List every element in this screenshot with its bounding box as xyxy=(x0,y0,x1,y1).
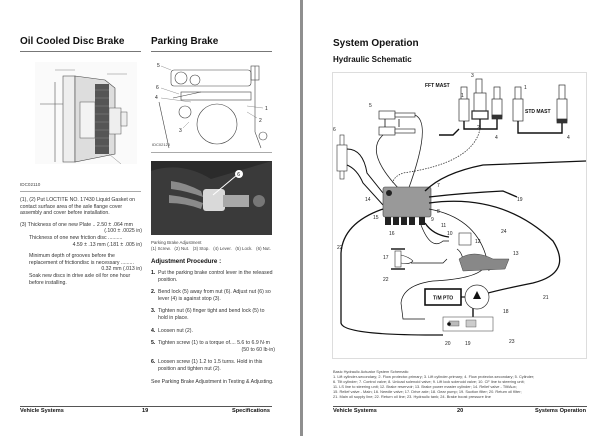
note-1: (1), (2) Put LOCTITE NO. 17430 Liquid Gasket on contact surface area of the axle flange cover assembly and cover before installation. xyxy=(20,197,136,217)
note-2-sub: (.100 ± .0025 in) xyxy=(104,228,142,235)
svg-text:24: 24 xyxy=(501,229,507,235)
callout-5: 5 xyxy=(157,63,160,69)
note-5: Soak new discs in drive axle oil for one hour before installing. xyxy=(29,272,131,286)
svg-text:11: 11 xyxy=(441,223,447,229)
caption-items: (1) Screw. (2) Nut. (3) Stop. (4) Lever. (5) Lock. (6) Nut. xyxy=(151,245,271,251)
caption-title: Parking Brake Adjustment xyxy=(151,240,202,245)
hydraulic-schematic xyxy=(332,72,587,359)
svg-text:3: 3 xyxy=(471,73,474,79)
svg-text:6: 6 xyxy=(333,127,336,133)
callout-6: 6 xyxy=(156,85,159,91)
procedure-title: Adjustment Procedure : xyxy=(151,258,222,265)
section-title-oil-cooled-disc-brake: Oil Cooled Disc Brake xyxy=(20,36,125,47)
svg-text:7: 7 xyxy=(437,183,440,189)
caption-line-2: 6. Tilt cylinder; 7. Control valve; 8. Unload solenoid valve; 9. Lift lock solenoid valve; 10. CF line to steering unit; xyxy=(333,378,525,384)
footer-rule xyxy=(20,406,272,407)
svg-text:12: 12 xyxy=(475,239,481,245)
note-3-sub: 4.59 ± .13 mm (.181 ± .005 in) xyxy=(72,241,142,248)
footer-left: Vehicle Systems xyxy=(333,408,377,414)
see-also-text: See Parking Brake Adjustment in Testing & Adjusting. xyxy=(151,378,274,385)
section-rule xyxy=(20,51,141,52)
step-1: 1. Put the parking brake control lever in the released position. xyxy=(151,270,273,283)
step-4: 4. Loosen nut (2). xyxy=(151,327,193,334)
schematic-caption xyxy=(333,370,593,399)
section-title-parking-brake: Parking Brake xyxy=(151,36,219,47)
note-4: Minimum depth of grooves before the replacement of frictiondisc is necessary ......... xyxy=(29,253,134,266)
fft-mast-label: FFT MAST xyxy=(425,83,450,89)
note-4-sub: 0.32 mm (.013 in) xyxy=(101,266,142,273)
svg-text:23: 23 xyxy=(509,339,515,345)
svg-text:4: 4 xyxy=(495,135,498,141)
svg-text:1: 1 xyxy=(461,93,464,99)
caption-line-1: 1. Lift cylinder-secondary; 2. Flow protector-primary; 3. Lift cylinder-primary; 4. Flow protector-secondary; 5. Cylinder; xyxy=(333,373,535,379)
figure-id-parking-brake: IDC02120 xyxy=(152,142,171,147)
svg-text:5: 5 xyxy=(369,103,372,109)
step-6: 6. Loosen screw (1) 1.2 to 1.5 turns. Hold in this position and tighten nut (2). xyxy=(151,359,263,372)
footer-rule xyxy=(333,406,587,407)
svg-text:1: 1 xyxy=(524,85,527,91)
svg-text:19: 19 xyxy=(465,341,471,347)
procedure-steps xyxy=(151,270,275,391)
footer-right: Specifications xyxy=(232,408,270,414)
figure-rule xyxy=(20,191,141,192)
parking-brake-caption xyxy=(151,240,276,251)
callout-1: 1 xyxy=(265,106,268,112)
svg-text:21: 21 xyxy=(543,295,549,301)
disc-brake-drawing xyxy=(35,62,137,164)
figure-id-disc-brake: IDC02110 xyxy=(20,182,41,187)
svg-text:17: 17 xyxy=(383,255,389,261)
pto-label: T/M PTO xyxy=(433,295,454,302)
svg-text:4: 4 xyxy=(567,135,570,141)
svg-text:8: 8 xyxy=(437,209,440,215)
parking-brake-photo xyxy=(151,161,272,235)
section-rule xyxy=(151,51,272,52)
std-mast-label: STD MAST xyxy=(525,109,551,115)
svg-text:22: 22 xyxy=(337,245,343,251)
svg-text:9: 9 xyxy=(431,217,434,223)
footer-page-number: 20 xyxy=(457,408,464,414)
page-title: System Operation xyxy=(333,38,419,49)
svg-text:15: 15 xyxy=(373,215,379,221)
svg-text:10: 10 xyxy=(447,231,453,237)
right-page xyxy=(303,0,600,436)
svg-text:2: 2 xyxy=(477,125,480,131)
callout-4: 4 xyxy=(155,95,158,101)
svg-text:19: 19 xyxy=(517,197,523,203)
caption-line-5: 21. Main oil supply line; 22. Return oil line; 23. Hydraulic tank; 24. Brake boost pressure line xyxy=(333,393,491,399)
note-2: (3) Thickness of one new Plate .. 2.50 ± .064 mm xyxy=(20,221,133,228)
step-2: 2. Bend lock (5) away from nut (6). Adjust nut (6) so lever (4) is against stop (3). xyxy=(151,289,271,302)
footer-left: Vehicle Systems xyxy=(20,408,64,414)
callout-2: 2 xyxy=(259,118,262,124)
svg-text:22: 22 xyxy=(383,277,389,283)
svg-text:18: 18 xyxy=(503,309,509,315)
parking-brake-drawing xyxy=(151,62,273,152)
svg-text:13: 13 xyxy=(513,251,519,257)
caption-line-3: 11. LS line to steering unit; 12. Brake reservoir; 13. Brake power master cylinder; 14. Relief valve - Tilt/Aux; xyxy=(333,383,517,389)
svg-text:20: 20 xyxy=(445,341,451,347)
schematic-caption-title: Basic Hydraulic Actuator System Schematic xyxy=(333,369,409,374)
figure-rule xyxy=(151,152,272,153)
step-5: 5. Tighten screw (1) to a torque of.... 5.6 to 6.9 N·m xyxy=(151,340,270,347)
svg-text:16: 16 xyxy=(389,231,395,237)
photo-callout: 6 xyxy=(237,172,241,178)
step-5-sub: (50 to 60 lb·in) xyxy=(241,346,275,353)
page-subtitle: Hydraulic Schematic xyxy=(333,55,412,64)
disc-brake-notes xyxy=(20,197,142,291)
footer-right: Systems Operation xyxy=(535,408,586,414)
caption-line-4: 15. Relief valve - Main; 16. Needle valve; 17. Drive axle; 18. Gear pump; 19. Suction filter; 20. Return oil filter; xyxy=(333,388,522,394)
step-3: 3. Tighten nut (6) finger tight and bend lock (5) to hold in place. xyxy=(151,308,265,321)
footer-page-number: 19 xyxy=(142,408,149,414)
note-3: Thickness of one new friction disc .......... xyxy=(29,234,123,241)
svg-text:14: 14 xyxy=(365,197,371,203)
callout-3: 3 xyxy=(179,128,182,134)
